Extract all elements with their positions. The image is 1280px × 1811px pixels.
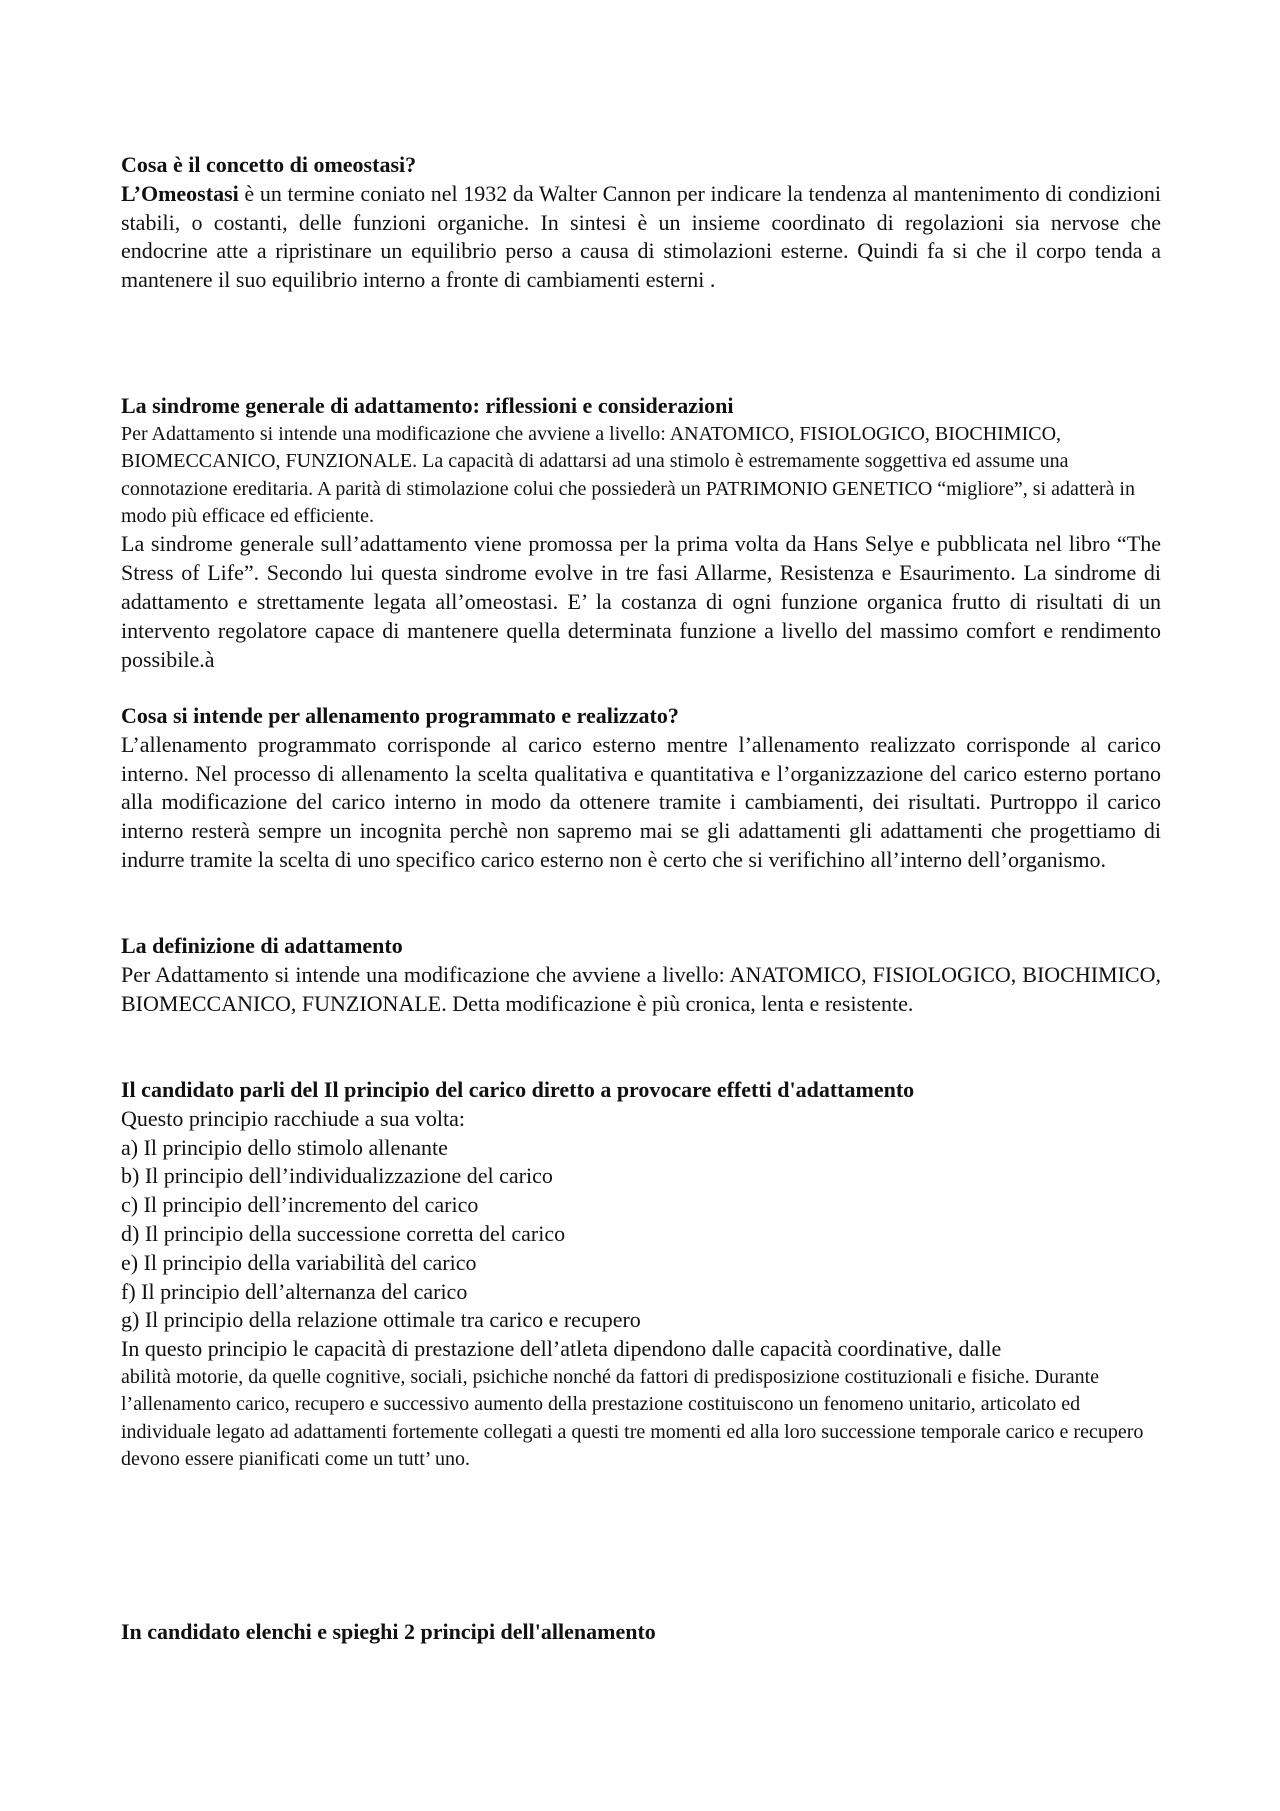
- section-paragraph-lead: In questo principio le capacità di prestazione dell’atleta dipendono dalle capacità coordinative, dalle: [121, 1336, 1002, 1362]
- paragraph-text: è un termine coniato nel 1932 da Walter Cannon per indicare la tendenza al mantenimento di condizioni stabili, o costanti, delle funzioni organiche. In sintesi è un insieme coordinato di regolazioni sia nervose che endocrine atte a ripristinare un equilibrio perso a causa di stimolazioni esterne. Quindi fa si che il corpo tenda a mantenere il suo equilibrio interno a fronte di cambiamenti esterni .: [121, 180, 1161, 293]
- list-item: d) Il principio della successione corretta del carico: [121, 1220, 566, 1246]
- bold-term: L’Omeostasi: [121, 180, 239, 206]
- list-item: b) Il principio dell’individualizzazione del carico: [121, 1163, 553, 1189]
- list-item: a) Il principio dello stimolo allenante: [121, 1134, 448, 1160]
- section-sindrome: [121, 392, 1161, 674]
- list-item: c) Il principio dell’incremento del carico: [121, 1192, 479, 1218]
- section-heading: La sindrome generale di adattamento: riflessioni e considerazioni: [121, 393, 734, 418]
- section-definizione-adattamento: [121, 932, 1161, 1018]
- list-item: f) Il principio dell’alternanza del carico: [121, 1278, 468, 1304]
- section-paragraph: abilità motorie, da quelle cognitive, sociali, psichiche nonché da fattori di predisposizione costituzionali e fisiche. Durante l’allenamento carico, recupero e successivo aumento della prestazione costituiscono un fenomeno unitario, articolato ed individuale legato ad adattamenti fortemente collegati a questi tre momenti ed alla loro successione temporale carico e recupero devono essere pianificati come un tutt’ uno.: [121, 1365, 1144, 1471]
- section-heading: Cosa è il concetto di omeostasi?: [121, 152, 417, 177]
- section-principi-allenamento: [121, 1618, 1161, 1647]
- section-omeostasi: [121, 151, 1161, 295]
- section-heading: La definizione di adattamento: [121, 933, 403, 958]
- section-heading: Il candidato parli del Il principio del carico diretto a provocare effetti d'adattamento: [121, 1077, 915, 1102]
- section-heading: In candidato elenchi e spieghi 2 principi dell'allenamento: [121, 1619, 656, 1644]
- section-intro: Questo principio racchiude a sua volta:: [121, 1105, 465, 1131]
- section-paragraph: Per Adattamento si intende una modificazione che avviene a livello: ANATOMICO, FISIOLOGICO, BIOCHIMICO, BIOMECCANICO, FUNZIONALE. La capacità di adattarsi ad una stimolo è estremamente soggettiva ed assume una connotazione ereditaria. A parità di stimolazione colui che possiederà un PATRIMONIO GENETICO “migliore”, si adatterà in modo più efficace ed efficiente.: [121, 422, 1135, 528]
- list-item: e) Il principio della variabilità del carico: [121, 1249, 477, 1275]
- principles-list: [121, 1134, 1161, 1336]
- section-paragraph: La sindrome generale sull’adattamento viene promossa per la prima volta da Hans Selye e pubblicata nel libro “The Stress of Life”. Secondo lui questa sindrome evolve in tre fasi Allarme, Resistenza e Esaurimento. La sindrome di adattamento e strettamente legata all’omeostasi. E’ la costanza di ogni funzione organica frutto di risultati di un intervento regolatore capace di mantenere quella determinata funzione a livello del massimo comfort e rendimento possibile.à: [121, 531, 1161, 672]
- section-principio-carico: [121, 1076, 1161, 1474]
- list-item: g) Il principio della relazione ottimale tra carico e recupero: [121, 1307, 641, 1333]
- section-paragraph: [121, 180, 1161, 295]
- section-paragraph: L’allenamento programmato corrisponde al carico esterno mentre l’allenamento realizzato corrisponde al carico interno. Nel processo di allenamento la scelta qualitativa e quantitativa e l’organizzazione del carico esterno portano alla modificazione del carico interno in modo da ottenere tramite i cambiamenti, dei risultati. Purtroppo il carico interno resterà sempre un incognita perchè non sapremo mai se gli adattamenti gli adattamenti che progettiamo di indurre tramite la scelta di uno specifico carico esterno non è certo che si verifichino all’interno dell’organismo.: [121, 731, 1161, 872]
- section-allenamento-programmato: [121, 702, 1161, 875]
- section-heading: Cosa si intende per allenamento programmato e realizzato?: [121, 703, 679, 728]
- section-paragraph: Per Adattamento si intende una modificazione che avviene a livello: ANATOMICO, FISIOLOGICO, BIOCHIMICO, BIOMECCANICO, FUNZIONALE. Detta modificazione è più cronica, lenta e resistente.: [121, 961, 1161, 1016]
